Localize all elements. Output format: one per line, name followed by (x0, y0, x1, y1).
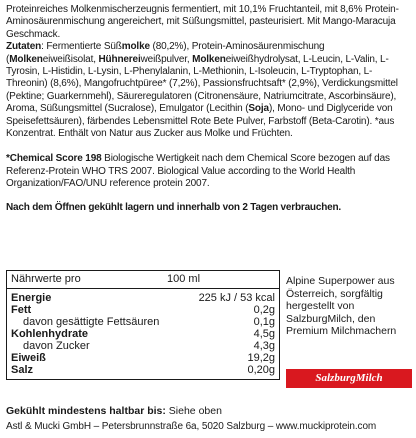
nutrient-label: Eiweiß (11, 352, 46, 364)
best-before-label: Gekühlt mindestens haltbar bis: (6, 405, 166, 417)
brand-tagline: Alpine Superpower aus Österreich, sorgfältig hergestellt von SalzburgMilch, den Premium Milchmachern (286, 275, 397, 338)
chemical-score-note (6, 153, 412, 190)
ingredient-text: eiweißhydrolysat, L-Leucin, L-Valin, L-Tyrosin, L-Histidin, L-Lysin, L-Phenylalanin, L-Methionin, L-Isoleucin, L-Tryptophan, L-Threonin) (8,6%), Mangofruchtpüree* (7,2%), Passionsfruchtsaft* (2,9%), Verdickungsmittel (Pektine; Guarkernmehl), Säureregulatoren (Citronensäure, Natriumcitrate, Ascorbinsäure), Aroma, Süßungsmittel (Sucralose), Emulgator (Lecithin ( (6, 53, 398, 115)
nutrient-value: 0,20g (247, 364, 275, 376)
nutrient-label: Kohlenhydrate (11, 328, 89, 340)
product-description: Proteinreiches Molkenmischerzeugnis fermentiert, mit 10,1% Fruchtanteil, mit 8,6% Protein-Aminosäurenmischung angereichert, mit Süßungsmittel, pasteurisiert. Mit Mango-Maracuja Geschmack. (6, 4, 399, 40)
nutrition-row (11, 364, 275, 376)
nutrition-body (7, 289, 279, 379)
salzburgmilch-logo: SalzburgMilch (286, 369, 412, 388)
ingredient-text: ), Mono- und Diglyceride von Speisefettsäuren), färbendes Lebensmittel Rote Bete Pulver, Farbstoff (Beta-Carotin). *aus Konzentrat. Enthält von Natur aus Zucker aus Molke und Früchten. (6, 103, 395, 140)
nutrient-label: Energie (11, 292, 52, 304)
nutrient-value-text: 225 kJ / 53 kcal (198, 292, 275, 304)
nutrient-value: 0,1g (253, 316, 275, 328)
allergen: molke (121, 41, 150, 53)
chemical-score-label: *Chemical Score 198 (6, 153, 102, 165)
allergen: Soja (248, 103, 269, 115)
ingredient-text: (80,2%), Protein-Aminosäurenmischung ( (6, 41, 325, 65)
nutrition-header-label: Nährwerte pro (11, 273, 81, 285)
allergen: Molken (192, 53, 226, 65)
nutrient-value: 0,2g (253, 304, 275, 316)
nutrient-label: Salz (11, 364, 34, 376)
nutrient-label: davon Zucker (23, 340, 90, 352)
manufacturer-address: Astl & Mucki GmbH – Petersbrunnstraße 6a, 5020 Salzburg – www.muckiprotein.com (6, 421, 377, 432)
nutrition-row (11, 304, 275, 316)
nutrient-value: 19,2g (247, 352, 275, 364)
nutrient-value (167, 292, 275, 304)
nutrition-row (11, 328, 275, 340)
nutrition-row (11, 316, 275, 328)
nutrition-row (11, 340, 275, 352)
ingredients-label: Zutaten (6, 41, 42, 53)
nutrient-label: davon gesättigte Fettsäuren (23, 316, 160, 328)
chemical-score-text: Biologische Wertigkeit nach dem Chemical Score bezogen auf das Referenz-Protein WHO TRS 2007. Biological Value according to the World Health Organization/FAO/UNU reference protein 2007. (6, 153, 390, 190)
ingredient-text: : Fermentierte Süß (41, 41, 122, 53)
allergen: Hühnerei (98, 53, 141, 65)
nutrition-row (11, 352, 275, 364)
ingredient-text: eiweißisolat, (42, 53, 99, 65)
ingredient-text: weißpulver, (140, 53, 193, 65)
nutrition-header (7, 271, 279, 289)
nutrient-value: 4,3g (253, 340, 275, 352)
label-text (6, 4, 412, 214)
storage-note: Nach dem Öffnen gekühlt lagern und innerhalb von 2 Tagen verbrauchen. (6, 201, 341, 213)
nutrition-table (6, 270, 280, 380)
best-before (6, 405, 222, 417)
best-before-text: Siehe oben (165, 405, 222, 417)
ingredients-list (6, 41, 412, 140)
nutrition-row (11, 292, 275, 304)
nutrient-label: Fett (11, 304, 32, 316)
allergen: Molken (9, 53, 43, 65)
nutrient-value: 4,5g (253, 328, 275, 340)
nutrition-header-value: 100 ml (167, 273, 201, 285)
